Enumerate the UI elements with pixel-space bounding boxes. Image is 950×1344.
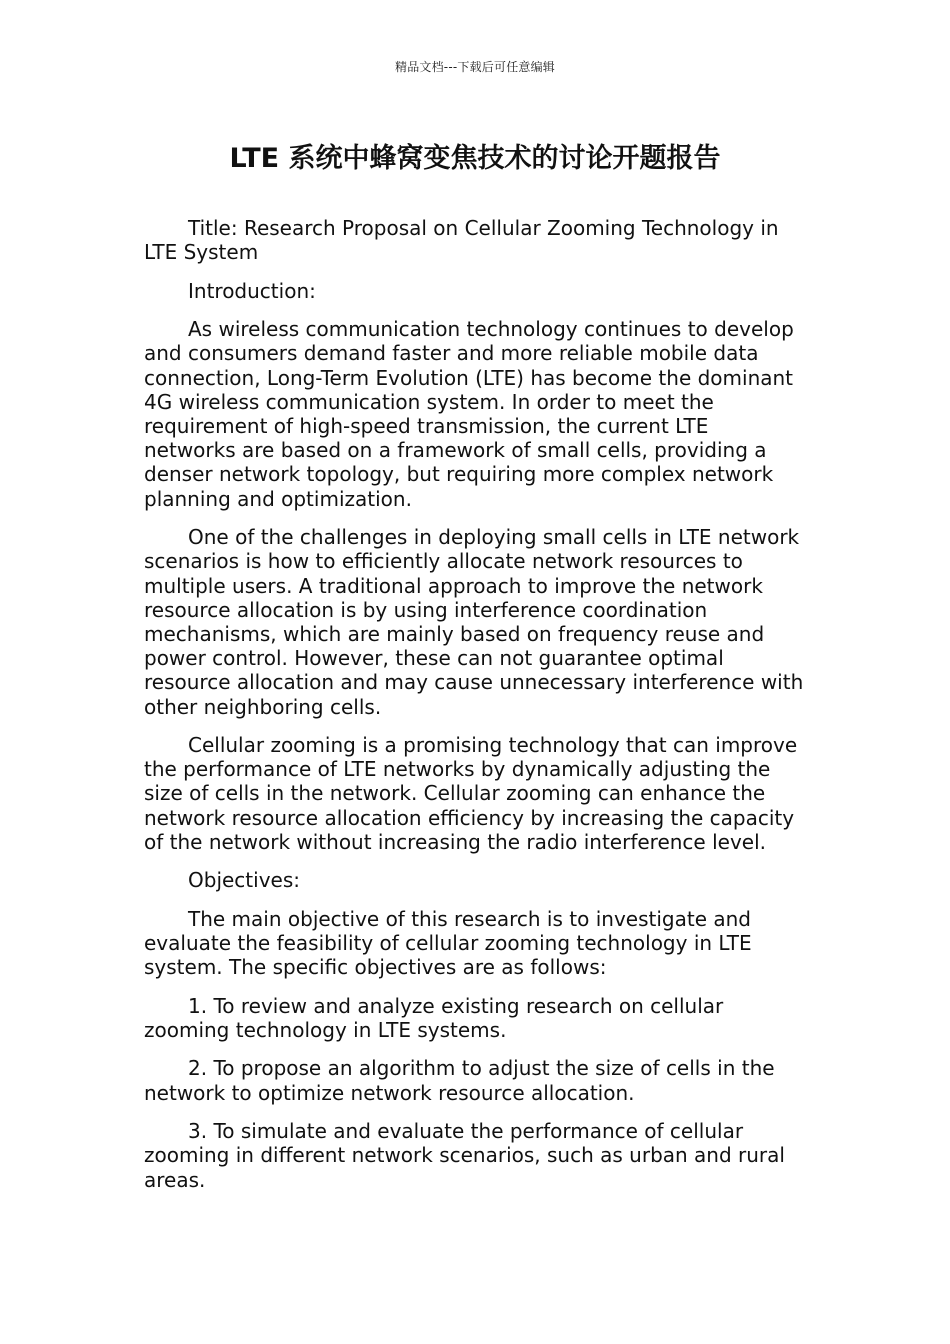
paragraph-title-line: Title: Research Proposal on Cellular Zooming Technology in LTE System <box>144 216 779 265</box>
paragraph-introduction-heading: Introduction: <box>188 278 316 303</box>
paragraph-introduction-3: Cellular zooming is a promising technology that can improve the performance of LTE networks by dynamically adjusting the size of cells in the network. Cellular zooming can enhance the network resource allocation efficiency by increasing the capacity of the network without increasing the radio interference level. <box>144 733 798 854</box>
paragraph-objectives-heading: Objectives: <box>188 868 300 893</box>
objective-item-3: 3. To simulate and evaluate the performance of cellular zooming in different network scenarios, such as urban and rural areas. <box>144 1119 785 1192</box>
paragraph-introduction-2: One of the challenges in deploying small cells in LTE network scenarios is how to efficiently allocate network resources to multiple users. A traditional approach to improve the network resource allocation is by using interference coordination mechanisms, which are mainly based on frequency reuse and power control. However, these can not guarantee optimal resource allocation and may cause unnecessary interference with other neighboring cells. <box>144 525 804 719</box>
document-title: LTE 系统中蜂窝变焦技术的讨论开题报告 <box>229 143 721 174</box>
header-note: 精品文档---下载后可任意编辑 <box>395 60 555 74</box>
paragraph-objectives-intro: The main objective of this research is to investigate and evaluate the feasibility of cellular zooming technology in LTE system. The specific objectives are as follows: <box>144 906 752 980</box>
document-body <box>144 216 806 1206</box>
objective-item-1: 1. To review and analyze existing research on cellular zooming technology in LTE systems. <box>144 993 724 1042</box>
paragraph-introduction-1: As wireless communication technology continues to develop and consumers demand faster and more reliable mobile data connection, Long-Term Evolution (LTE) has become the dominant 4G wireless communication system. In order to meet the requirement of high-speed transmission, the current LTE networks are based on a framework of small cells, providing a denser network topology, but requiring more complex network planning and optimization. <box>144 317 794 511</box>
objective-item-2: 2. To propose an algorithm to adjust the size of cells in the network to optimize network resource allocation. <box>144 1056 775 1105</box>
